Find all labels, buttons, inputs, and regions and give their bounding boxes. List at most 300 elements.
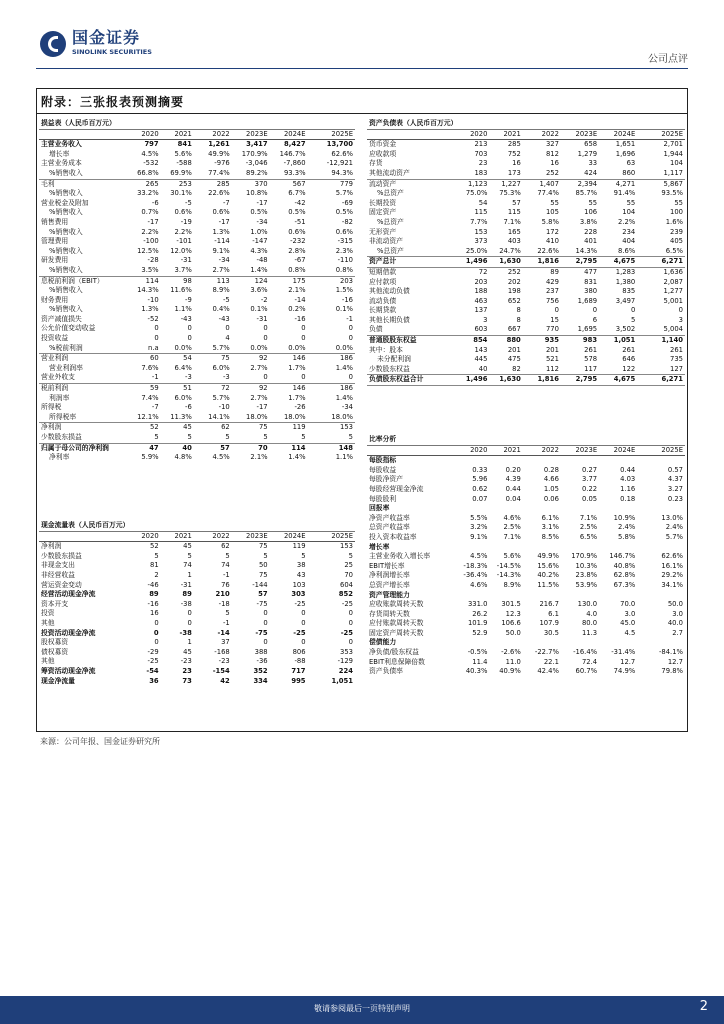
year-header: 2025E — [308, 531, 355, 542]
row-value: 301.5 — [501, 600, 521, 609]
row-label: 主营业务收入增长率 — [369, 552, 431, 561]
row-value: 104 — [670, 159, 683, 168]
table-row — [39, 443, 355, 453]
row-value: 5.7% — [335, 189, 353, 198]
row-value: 5.96 — [472, 475, 488, 484]
row-value: 0.04 — [505, 494, 521, 503]
row-value: 10.8% — [246, 189, 268, 198]
row-value: 202 — [507, 277, 521, 286]
row-label: 所得税 — [41, 403, 62, 412]
row-value: -23 — [218, 657, 230, 666]
row-value: 5.5% — [470, 513, 488, 522]
row-value: 331.0 — [467, 600, 488, 609]
row-value: 770 — [523, 325, 561, 335]
row-value: 1,696 — [615, 149, 636, 158]
row-value: -22.7% — [534, 648, 559, 657]
row-label: %销售收入 — [49, 189, 83, 198]
row-value: 12.7 — [620, 657, 636, 666]
row-value: 62 — [221, 423, 230, 432]
table-row — [39, 364, 355, 374]
row-label: 回报率 — [369, 504, 390, 513]
row-value: 4.3% — [250, 246, 268, 255]
row-value: -75 — [255, 628, 268, 637]
row-value — [523, 591, 561, 601]
row-value: 72.4 — [581, 657, 598, 666]
row-value: 14.3% — [561, 247, 599, 257]
table-row — [367, 562, 685, 572]
row-value: 658 — [584, 140, 598, 149]
row-value: 55 — [588, 198, 598, 207]
row-value: 403 — [507, 237, 521, 246]
table-row — [367, 600, 685, 610]
row-value: 1 — [187, 570, 192, 579]
row-label: 营业外收支 — [39, 373, 127, 383]
row-value: 5 — [232, 433, 270, 443]
row-value: 410 — [545, 237, 559, 246]
row-value: -43 — [180, 314, 192, 323]
table-row — [39, 638, 355, 648]
row-value: 45 — [183, 542, 192, 551]
row-value: 327 — [545, 140, 559, 149]
table-row — [367, 267, 685, 277]
row-value: 1,496 — [456, 375, 489, 386]
row-value: 5.9% — [141, 453, 159, 462]
row-value: 5 — [194, 433, 232, 443]
row-value: -6 — [151, 198, 159, 207]
row-value: 89 — [182, 590, 192, 599]
row-value: 603 — [456, 325, 489, 335]
row-value: 0.0% — [308, 344, 355, 354]
row-value: 4.39 — [505, 475, 521, 484]
row-value: 7.4% — [141, 393, 159, 402]
row-value: 11.4 — [472, 657, 488, 666]
row-value: 0 — [154, 334, 159, 343]
table-title: 比率分析 — [367, 435, 685, 445]
row-value: 148 — [338, 443, 353, 452]
row-value: 153 — [340, 542, 353, 551]
table-row — [39, 354, 355, 364]
row-value: 3.77 — [581, 475, 598, 484]
row-label: 固定资产周转天数 — [369, 628, 424, 637]
row-value: 2.7% — [250, 363, 268, 372]
row-label: 其他流动资产 — [367, 169, 456, 179]
row-value: 717 — [291, 666, 306, 675]
row-value: 67.3% — [613, 580, 636, 589]
row-label: 应收款项 — [369, 149, 397, 158]
row-value: -69 — [341, 198, 353, 207]
row-value: -34 — [218, 256, 230, 265]
year-header: 2024E — [270, 531, 308, 542]
row-value: 45.0 — [620, 619, 636, 628]
row-value: -16.4% — [573, 648, 598, 657]
row-value: 0.6% — [335, 227, 353, 236]
row-label: 投资活动现金净流 — [41, 628, 96, 637]
row-value: 11.5% — [537, 580, 559, 589]
row-value: 16 — [550, 159, 559, 168]
row-value: 210 — [215, 590, 230, 599]
row-label: 短期借款 — [369, 267, 397, 276]
row-value: 0 — [232, 373, 270, 383]
row-value: 1,630 — [489, 375, 522, 386]
row-label: 其中：股本 — [369, 345, 403, 354]
table-row — [39, 581, 355, 591]
row-value: 5,867 — [663, 179, 683, 188]
row-value: 89 — [149, 590, 159, 599]
row-value: 4.6% — [470, 580, 488, 589]
row-value: 0 — [270, 373, 308, 383]
row-value: 1.7% — [288, 363, 306, 372]
section-title: 附录：三张报表预测摘要 — [41, 95, 185, 109]
row-value: -14.3% — [496, 571, 521, 580]
row-value: n.a — [127, 344, 160, 354]
row-value: 15.6% — [537, 561, 559, 570]
row-value: -42 — [294, 198, 306, 207]
row-value: 117 — [561, 365, 599, 375]
table-row — [367, 278, 685, 288]
row-value: -12,921 — [326, 159, 353, 168]
header-blank — [367, 445, 456, 456]
row-label: 存货 — [369, 159, 383, 168]
row-value: -5 — [222, 295, 230, 304]
row-label: 应收账款周转天数 — [369, 600, 424, 609]
row-value: -25 — [293, 628, 306, 637]
row-value: 92 — [258, 354, 268, 363]
row-value: 72 — [478, 267, 488, 276]
row-value: 40.0 — [667, 619, 683, 628]
row-label: 财务费用 — [41, 295, 69, 304]
row-value: 3.7% — [161, 266, 194, 276]
row-value: 8.9% — [212, 286, 230, 295]
table-row — [39, 334, 355, 344]
row-value: -54 — [146, 666, 159, 675]
row-value: 0.6% — [212, 208, 230, 217]
row-label: 总资产增长率 — [369, 580, 410, 589]
row-value: 146.7% — [609, 552, 636, 561]
row-value: 12.0% — [170, 246, 192, 255]
table-row — [39, 247, 355, 257]
table-row — [39, 609, 355, 619]
row-value: 7.1% — [579, 513, 598, 522]
row-value: 0 — [301, 638, 306, 647]
row-value: 1.7% — [288, 393, 306, 402]
row-value: -2 — [260, 295, 268, 304]
row-value: 8,427 — [284, 140, 306, 149]
row-value: 0 — [154, 638, 159, 647]
row-value: 2,087 — [663, 277, 683, 286]
row-value: 16.1% — [661, 561, 683, 570]
row-value: 405 — [670, 237, 683, 246]
row-value: 3.27 — [667, 484, 683, 493]
row-value: 1,277 — [663, 287, 683, 296]
row-value: 6.1% — [541, 513, 559, 522]
row-value: 10.3% — [575, 561, 598, 570]
row-value — [523, 456, 561, 466]
row-value: 175 — [292, 276, 306, 285]
row-value — [489, 504, 522, 514]
row-value: -7 — [151, 403, 159, 412]
row-label: 无形资产 — [369, 227, 397, 236]
row-label: 非经营收益 — [41, 570, 75, 579]
row-label: 负债 — [367, 325, 456, 335]
row-value: 0.27 — [581, 465, 598, 474]
table-row — [367, 159, 685, 169]
row-value: 40 — [456, 365, 489, 375]
row-value: 7.1% — [503, 532, 521, 541]
row-label: 应付账款周转天数 — [369, 619, 424, 628]
row-value: 62.6% — [661, 552, 683, 561]
row-label: 净利润增长率 — [369, 571, 410, 580]
table-row — [367, 610, 685, 620]
year-header: 2025E — [637, 445, 685, 456]
row-value: 75 — [258, 570, 268, 579]
row-label: 其他 — [41, 618, 55, 627]
row-value: 104 — [622, 208, 636, 217]
row-value: 0.8% — [270, 266, 308, 276]
table-row — [367, 533, 685, 543]
row-value: 401 — [584, 237, 598, 246]
row-value: 106 — [584, 208, 598, 217]
table-row — [367, 150, 685, 160]
table-row — [367, 228, 685, 238]
row-value: -18 — [218, 599, 230, 608]
row-value: 667 — [489, 325, 522, 335]
row-value: 0.23 — [667, 494, 683, 503]
table-title: 损益表（人民币百万元） — [39, 119, 355, 129]
row-label: %税前利润 — [39, 344, 127, 354]
row-value — [523, 543, 561, 553]
row-label: 所得税率 — [39, 413, 127, 423]
row-value: 13,700 — [326, 140, 353, 149]
row-value: 2,795 — [561, 257, 599, 268]
row-label: %销售收入 — [49, 246, 83, 255]
year-header: 2023E — [561, 129, 599, 140]
row-value: 5 — [154, 551, 159, 560]
row-label: 净利润 — [41, 542, 62, 551]
row-label: 其他 — [41, 657, 55, 666]
row-value: 5 — [630, 315, 636, 324]
row-value: 73 — [182, 676, 192, 685]
table-row — [39, 394, 355, 404]
row-value: 1.4% — [288, 453, 306, 462]
row-value: 81 — [150, 561, 159, 570]
row-value: 42 — [220, 676, 230, 685]
row-value: 0.5% — [288, 208, 306, 217]
source-note: 来源：公司年报、国金证券研究所 — [40, 737, 160, 746]
row-value: 2.1% — [250, 453, 268, 462]
year-header: 2020 — [127, 129, 160, 140]
row-value: 2 — [154, 570, 159, 579]
table-row — [367, 504, 685, 514]
table-row — [367, 247, 685, 257]
row-value: 16 — [150, 609, 159, 618]
row-value: -28 — [147, 256, 159, 265]
table-row — [367, 495, 685, 505]
row-value: 5.6% — [174, 149, 192, 158]
row-label: 投资 — [41, 609, 55, 618]
row-value: 30.1% — [170, 189, 192, 198]
table-row — [39, 305, 355, 315]
row-value: 261 — [584, 345, 598, 354]
table-row — [39, 179, 355, 189]
year-header: 2022 — [523, 445, 561, 456]
table-row — [367, 485, 685, 495]
row-value: 779 — [340, 179, 353, 188]
row-value: -17 — [147, 217, 159, 226]
row-value: 49.9% — [537, 552, 559, 561]
row-value: 3 — [483, 315, 488, 324]
row-value: 146 — [292, 354, 306, 363]
row-label: 投入资本收益率 — [369, 532, 417, 541]
row-value: 18.0% — [270, 413, 308, 423]
row-value: 165 — [507, 227, 521, 236]
row-value: 11.0 — [505, 657, 521, 666]
row-label: 少数股东权益 — [367, 365, 456, 375]
row-value: 5 — [348, 551, 353, 560]
row-value: 50.0 — [505, 628, 521, 637]
row-value: 75 — [258, 423, 268, 432]
row-value: 26.2 — [472, 609, 488, 618]
row-value: 860 — [599, 169, 637, 179]
row-value: 1,944 — [663, 149, 683, 158]
table-row — [39, 657, 355, 667]
row-value: 252 — [507, 267, 521, 276]
row-value: 94.3% — [308, 169, 355, 179]
row-label: 资产负债率 — [369, 667, 403, 676]
row-value: 106.6 — [501, 619, 521, 628]
table-title-row — [367, 435, 685, 445]
row-value: 119 — [292, 542, 306, 551]
row-value: 265 — [145, 179, 159, 188]
row-value: 51 — [183, 384, 192, 393]
row-value: 57 — [220, 443, 230, 452]
row-value: 521 — [545, 355, 559, 364]
row-value: 253 — [178, 179, 192, 188]
row-value: 11.6% — [170, 286, 192, 295]
table-row — [39, 453, 355, 463]
row-value: 0.4% — [212, 305, 230, 314]
row-value: 2.4% — [665, 523, 683, 532]
row-value: -75 — [256, 599, 268, 608]
row-value — [561, 504, 599, 514]
row-value: -26 — [294, 403, 306, 412]
row-value: 14.1% — [194, 413, 232, 423]
header-blank — [367, 129, 456, 140]
row-value: -1 — [346, 314, 353, 323]
row-value — [456, 591, 489, 601]
table-title: 资产负债表（人民币百万元） — [367, 119, 685, 129]
row-label: 利润率 — [49, 393, 70, 402]
row-value: 60 — [150, 354, 159, 363]
row-value: 40 — [182, 443, 192, 452]
row-label: %销售收入 — [49, 286, 83, 295]
row-value: 77.4% — [537, 189, 559, 198]
year-header: 2023E — [232, 129, 270, 140]
row-value: 2.7% — [194, 266, 232, 276]
income-statement-table — [39, 119, 355, 463]
row-value: 475 — [507, 355, 521, 364]
row-value: 3.0 — [672, 609, 683, 618]
table-row — [367, 619, 685, 629]
row-value: -9 — [185, 295, 192, 304]
row-value: -31.4% — [611, 648, 636, 657]
row-label: 净利润 — [41, 423, 62, 432]
row-value: 3.1% — [541, 523, 559, 532]
row-value: 43 — [296, 570, 306, 579]
row-value: 1,407 — [539, 179, 559, 188]
row-label: %销售收入 — [49, 305, 83, 314]
row-value: 2.7% — [250, 393, 268, 402]
row-label: 管理费用 — [41, 237, 69, 246]
row-value: 0.57 — [667, 465, 683, 474]
row-value: -43 — [218, 314, 230, 323]
row-value: -34 — [341, 403, 353, 412]
year-header: 2020 — [127, 531, 160, 542]
row-value: -10 — [147, 295, 159, 304]
row-value: 1,117 — [637, 169, 685, 179]
table-title-row — [367, 119, 685, 129]
row-value: 2.2% — [141, 227, 159, 236]
row-label: 营业利润率 — [49, 363, 83, 372]
table-row — [367, 325, 685, 335]
row-value: 75 — [258, 542, 268, 551]
row-value: 0.33 — [472, 465, 488, 474]
row-value: 33 — [588, 159, 598, 168]
row-value: 1,140 — [661, 336, 683, 345]
row-value: 98 — [183, 276, 192, 285]
row-value: 2,394 — [577, 179, 598, 188]
row-value: 0 — [154, 618, 159, 627]
row-value: 285 — [507, 140, 521, 149]
row-value: -110 — [337, 256, 353, 265]
row-value: 4,675 — [599, 257, 637, 268]
row-value: 0 — [187, 618, 192, 627]
row-value: 114 — [145, 276, 159, 285]
row-value: -144 — [252, 580, 268, 589]
row-value — [489, 456, 522, 466]
row-value: 85.7% — [575, 189, 598, 198]
row-value: -5 — [185, 198, 192, 207]
table-row — [39, 677, 355, 687]
row-value: 1.5% — [335, 286, 353, 295]
row-value: 0 — [678, 306, 683, 315]
row-value: 0.5% — [250, 208, 268, 217]
row-value: 119 — [292, 423, 306, 432]
row-value — [599, 543, 637, 553]
table-row — [39, 208, 355, 218]
row-value: 1.1% — [174, 305, 192, 314]
row-value — [637, 456, 685, 466]
table-row — [367, 648, 685, 658]
row-value: 4.03 — [620, 475, 636, 484]
row-value — [637, 638, 685, 648]
cashflow-table — [39, 521, 355, 686]
table-row — [39, 667, 355, 677]
row-value: 852 — [338, 590, 353, 599]
table-row — [39, 433, 355, 443]
row-label: 每股股利 — [369, 494, 397, 503]
row-value: 1 — [187, 638, 192, 647]
year-header: 2020 — [456, 129, 489, 140]
table-row — [39, 150, 355, 160]
row-value: 0 — [263, 324, 268, 333]
row-value: 124 — [254, 276, 268, 285]
row-label: 每股经营现金净流 — [369, 484, 424, 493]
row-value: 107.9 — [539, 619, 559, 628]
row-label: 未分配利润 — [377, 355, 411, 364]
row-value: -25 — [294, 599, 306, 608]
row-value: 4,271 — [615, 179, 636, 188]
row-value: 237 — [545, 287, 559, 296]
